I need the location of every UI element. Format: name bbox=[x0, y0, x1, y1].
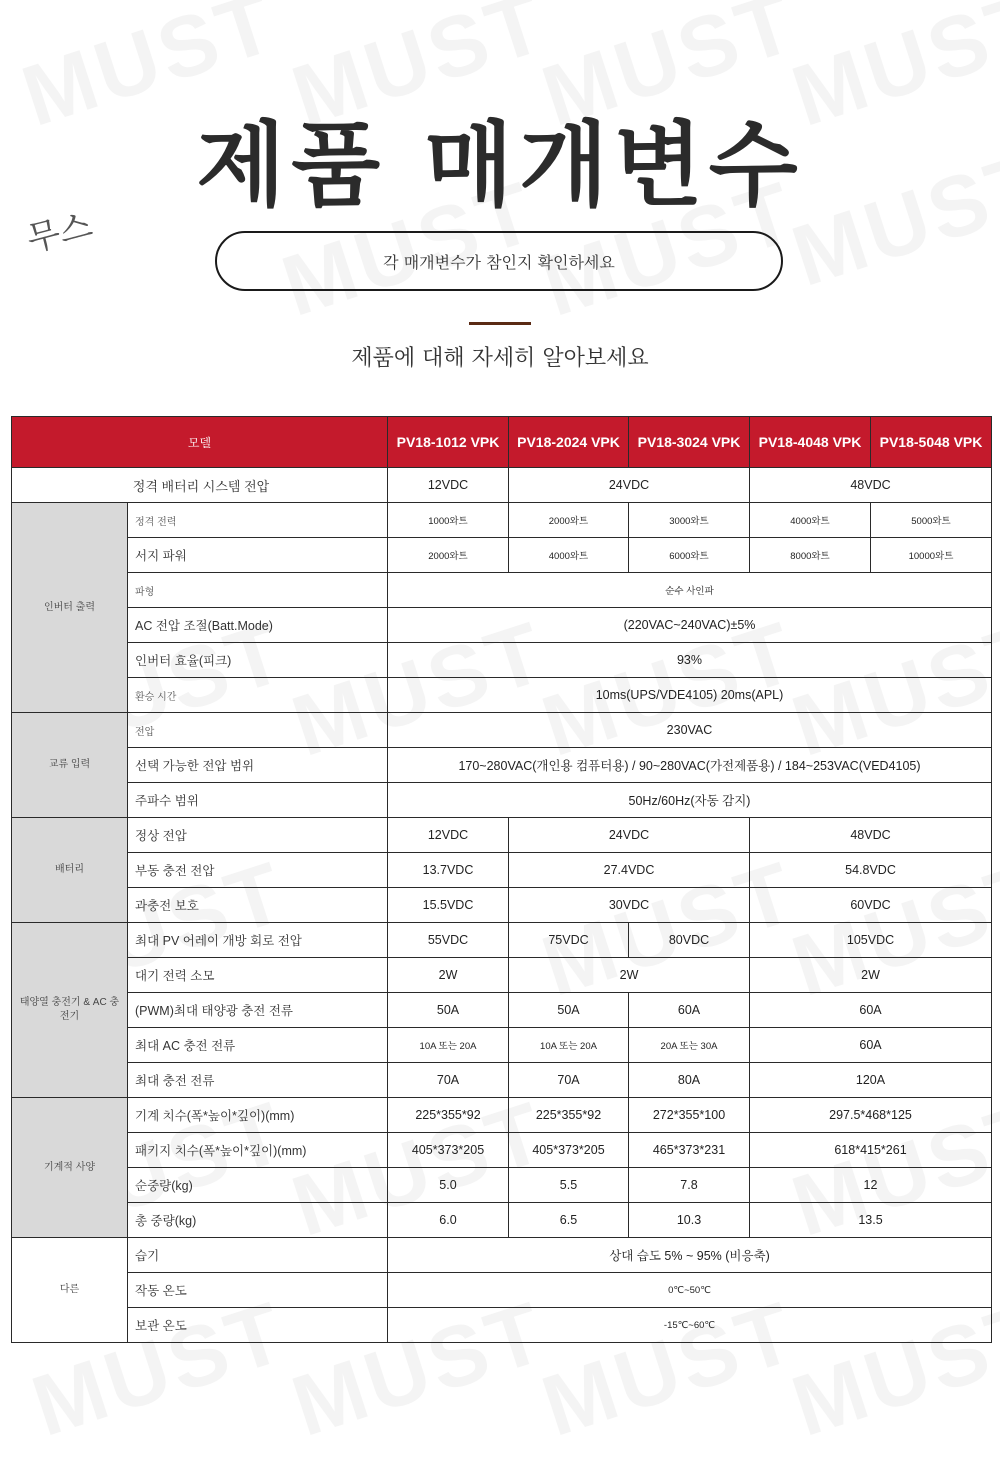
cell-value: 20A 또는 30A bbox=[629, 1028, 750, 1063]
table-row bbox=[12, 713, 992, 748]
row-label: 총 중량(kg) bbox=[128, 1203, 388, 1238]
row-label: 과충전 보호 bbox=[128, 888, 388, 923]
notice-text: 각 매개변수가 참인지 확인하세요 bbox=[383, 252, 615, 272]
cell-value: 54.8VDC bbox=[750, 853, 992, 888]
row-label: 대기 전력 소모 bbox=[128, 958, 388, 993]
row-label: 선택 가능한 전압 범위 bbox=[128, 748, 388, 783]
table-row bbox=[12, 678, 992, 713]
cell-value: 12VDC bbox=[388, 468, 509, 503]
table-row bbox=[12, 1028, 992, 1063]
cell-value: 55VDC bbox=[388, 923, 509, 958]
row-label: 보관 온도 bbox=[128, 1308, 388, 1343]
cell-value: 10000와트 bbox=[871, 538, 992, 573]
cell-value: 225*355*92 bbox=[388, 1098, 509, 1133]
table-row bbox=[12, 1133, 992, 1168]
table-row bbox=[12, 538, 992, 573]
row-label: 전압 bbox=[128, 713, 388, 748]
category-other: 다른 bbox=[12, 1238, 128, 1343]
row-label: 환승 시간 bbox=[128, 678, 388, 713]
table-row bbox=[12, 958, 992, 993]
cell-value: 50Hz/60Hz(자동 감지) bbox=[388, 783, 992, 818]
cell-value: (220VAC~240VAC)±5% bbox=[388, 608, 992, 643]
table-row bbox=[12, 573, 992, 608]
cell-value: 297.5*468*125 bbox=[750, 1098, 992, 1133]
cell-value: 225*355*92 bbox=[509, 1098, 629, 1133]
brand-tag: 무스 bbox=[22, 205, 97, 261]
row-label: 패키지 치수(폭*높이*깊이)(mm) bbox=[128, 1133, 388, 1168]
cell-value: 5.5 bbox=[509, 1168, 629, 1203]
cell-value: 30VDC bbox=[509, 888, 750, 923]
divider-rule bbox=[469, 322, 531, 325]
cell-value: 80A bbox=[629, 1063, 750, 1098]
cell-value: -15℃~60℃ bbox=[388, 1308, 992, 1343]
cell-value: 230VAC bbox=[388, 713, 992, 748]
cell-value: 60A bbox=[750, 1028, 992, 1063]
cell-value: 2000와트 bbox=[509, 503, 629, 538]
cell-value: 60A bbox=[750, 993, 992, 1028]
cell-value: 24VDC bbox=[509, 818, 750, 853]
model-header: PV18-2024 VPK bbox=[509, 417, 629, 468]
model-header: PV18-3024 VPK bbox=[629, 417, 750, 468]
table-row bbox=[12, 1273, 992, 1308]
row-label: 습기 bbox=[128, 1238, 388, 1273]
cell-value: 7.8 bbox=[629, 1168, 750, 1203]
cell-value: 순수 사인파 bbox=[388, 573, 992, 608]
cell-value: 5.0 bbox=[388, 1168, 509, 1203]
table-row bbox=[12, 1308, 992, 1343]
page-subtitle: 제품에 대해 자세히 알아보세요 bbox=[351, 346, 649, 371]
cell-value: 8000와트 bbox=[750, 538, 871, 573]
category-ac-input: 교류 입력 bbox=[12, 713, 128, 818]
table-row bbox=[12, 1238, 992, 1273]
cell-value: 50A bbox=[388, 993, 509, 1028]
table-row bbox=[12, 503, 992, 538]
cell-value: 13.7VDC bbox=[388, 853, 509, 888]
cell-value: 465*373*231 bbox=[629, 1133, 750, 1168]
cell-value: 105VDC bbox=[750, 923, 992, 958]
corner-label: 모델 bbox=[12, 417, 388, 468]
cell-value: 5000와트 bbox=[871, 503, 992, 538]
cell-value: 10A 또는 20A bbox=[388, 1028, 509, 1063]
cell-value: 48VDC bbox=[750, 818, 992, 853]
cell-value: 3000와트 bbox=[629, 503, 750, 538]
cell-value: 70A bbox=[388, 1063, 509, 1098]
cell-value: 상대 습도 5% ~ 95% (비응축) bbox=[388, 1238, 992, 1273]
page-title: 제품 매개변수 bbox=[196, 112, 804, 219]
notice-pill bbox=[215, 231, 783, 291]
table-row bbox=[12, 888, 992, 923]
table-row bbox=[12, 1063, 992, 1098]
table-row bbox=[12, 783, 992, 818]
category-charger: 태양열 충전기 & AC 충전기 bbox=[12, 923, 128, 1098]
spec-table bbox=[11, 416, 992, 1343]
cell-value: 0℃~50℃ bbox=[388, 1273, 992, 1308]
cell-value: 10A 또는 20A bbox=[509, 1028, 629, 1063]
table-row bbox=[12, 1098, 992, 1133]
cell-value: 6000와트 bbox=[629, 538, 750, 573]
cell-value: 618*415*261 bbox=[750, 1133, 992, 1168]
cell-value: 2W bbox=[388, 958, 509, 993]
row-label: 최대 AC 충전 전류 bbox=[128, 1028, 388, 1063]
cell-value: 60A bbox=[629, 993, 750, 1028]
cell-value: 6.5 bbox=[509, 1203, 629, 1238]
cell-value: 4000와트 bbox=[509, 538, 629, 573]
row-label: 서지 파워 bbox=[128, 538, 388, 573]
cell-value: 4000와트 bbox=[750, 503, 871, 538]
cell-value: 2000와트 bbox=[388, 538, 509, 573]
row-label: 주파수 범위 bbox=[128, 783, 388, 818]
row-label: 기계 치수(폭*높이*깊이)(mm) bbox=[128, 1098, 388, 1133]
row-label: 최대 충전 전류 bbox=[128, 1063, 388, 1098]
cell-value: 60VDC bbox=[750, 888, 992, 923]
row-label: (PWM)최대 태양광 충전 전류 bbox=[128, 993, 388, 1028]
row-label: 정상 전압 bbox=[128, 818, 388, 853]
cell-value: 170~280VAC(개인용 컴퓨터용) / 90~280VAC(가전제품용) / 184~253VAC(VED4105) bbox=[388, 748, 992, 783]
cell-value: 80VDC bbox=[629, 923, 750, 958]
row-label: 정격 전력 bbox=[128, 503, 388, 538]
cell-value: 10.3 bbox=[629, 1203, 750, 1238]
cell-value: 405*373*205 bbox=[388, 1133, 509, 1168]
category-inverter-output: 인버터 출력 bbox=[12, 503, 128, 713]
row-label: 부동 충전 전압 bbox=[128, 853, 388, 888]
category-battery: 배터리 bbox=[12, 818, 128, 923]
cell-value: 2W bbox=[750, 958, 992, 993]
cell-value: 1000와트 bbox=[388, 503, 509, 538]
row-label: AC 전압 조절(Batt.Mode) bbox=[128, 608, 388, 643]
row-label: 최대 PV 어레이 개방 회로 전압 bbox=[128, 923, 388, 958]
table-row bbox=[12, 818, 992, 853]
cell-value: 15.5VDC bbox=[388, 888, 509, 923]
cell-value: 272*355*100 bbox=[629, 1098, 750, 1133]
table-row bbox=[12, 608, 992, 643]
model-header: PV18-4048 VPK bbox=[750, 417, 871, 468]
row-label: 작동 온도 bbox=[128, 1273, 388, 1308]
row-label: 순중량(kg) bbox=[128, 1168, 388, 1203]
cell-value: 6.0 bbox=[388, 1203, 509, 1238]
table-row bbox=[12, 643, 992, 678]
category-mechanical: 기계적 사양 bbox=[12, 1098, 128, 1238]
table-row bbox=[12, 923, 992, 958]
cell-value: 93% bbox=[388, 643, 992, 678]
cell-value: 120A bbox=[750, 1063, 992, 1098]
cell-value: 75VDC bbox=[509, 923, 629, 958]
model-header: PV18-5048 VPK bbox=[871, 417, 992, 468]
cell-value: 12 bbox=[750, 1168, 992, 1203]
table-row bbox=[12, 468, 992, 503]
model-header: PV18-1012 VPK bbox=[388, 417, 509, 468]
cell-value: 10ms(UPS/VDE4105) 20ms(APL) bbox=[388, 678, 992, 713]
row-label: 파형 bbox=[128, 573, 388, 608]
cell-value: 48VDC bbox=[750, 468, 992, 503]
row-label: 인버터 효율(피크) bbox=[128, 643, 388, 678]
cell-value: 27.4VDC bbox=[509, 853, 750, 888]
row-label: 정격 배터리 시스템 전압 bbox=[12, 468, 388, 503]
cell-value: 50A bbox=[509, 993, 629, 1028]
table-header-row bbox=[12, 417, 992, 468]
table-row bbox=[12, 1168, 992, 1203]
cell-value: 2W bbox=[509, 958, 750, 993]
table-row bbox=[12, 748, 992, 783]
table-row bbox=[12, 993, 992, 1028]
cell-value: 24VDC bbox=[509, 468, 750, 503]
cell-value: 405*373*205 bbox=[509, 1133, 629, 1168]
cell-value: 12VDC bbox=[388, 818, 509, 853]
table-row bbox=[12, 1203, 992, 1238]
cell-value: 13.5 bbox=[750, 1203, 992, 1238]
table-row bbox=[12, 853, 992, 888]
cell-value: 70A bbox=[509, 1063, 629, 1098]
